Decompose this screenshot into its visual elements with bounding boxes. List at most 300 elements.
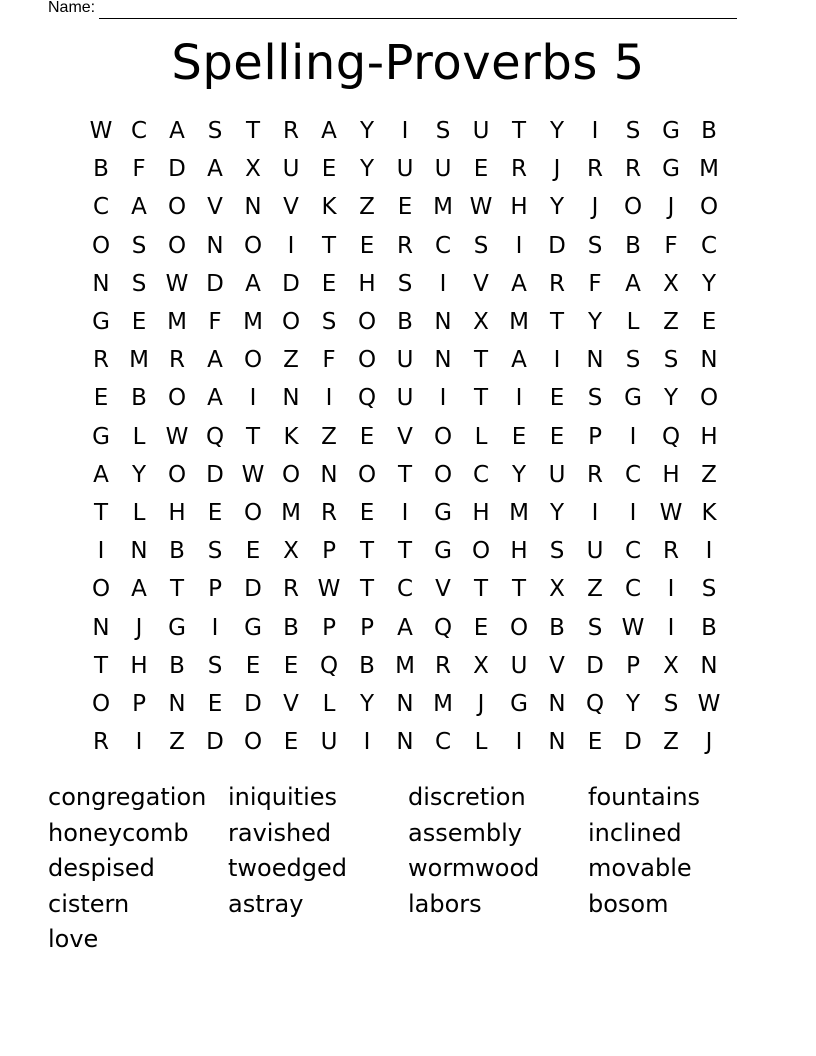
grid-letter: V — [435, 576, 451, 603]
grid-letter: I — [249, 385, 257, 412]
grid-letter: W — [621, 614, 645, 641]
grid-letter: S — [701, 576, 717, 603]
grid-letter: M — [433, 690, 453, 717]
grid-letter: Y — [701, 270, 717, 297]
grid-letter: S — [549, 538, 565, 565]
grid-letter: Z — [587, 576, 603, 603]
grid-letter: L — [322, 690, 336, 717]
grid-letter: B — [131, 385, 147, 412]
grid-letter: X — [245, 156, 261, 183]
grid-letter: Z — [663, 309, 679, 336]
grid-letter: T — [245, 118, 261, 145]
grid-letter: A — [397, 614, 413, 641]
grid-row — [82, 227, 728, 265]
grid-letter: R — [587, 156, 603, 183]
grid-letter: S — [207, 538, 223, 565]
grid-letter: T — [245, 423, 261, 450]
grid-letter: E — [397, 194, 413, 221]
grid-letter: P — [588, 423, 602, 450]
word-list-item: discretion — [408, 783, 526, 811]
grid-letter: E — [359, 232, 375, 259]
grid-row — [82, 532, 728, 570]
grid-letter: S — [473, 232, 489, 259]
grid-letter: N — [244, 194, 262, 221]
grid-letter: R — [587, 461, 603, 488]
grid-letter: B — [701, 614, 717, 641]
grid-letter: O — [433, 461, 453, 488]
grid-letter: J — [705, 729, 713, 756]
grid-letter: J — [135, 614, 143, 641]
grid-letter: O — [699, 385, 719, 412]
word-list-item: ravished — [228, 818, 332, 847]
grid-letter: I — [401, 118, 409, 145]
grid-letter: A — [245, 270, 261, 297]
grid-letter: P — [132, 690, 146, 717]
grid-letter: E — [245, 538, 261, 565]
grid-letter: E — [587, 729, 603, 756]
grid-letter: P — [208, 576, 222, 603]
grid-letter: X — [663, 270, 679, 297]
grid-letter: N — [700, 347, 718, 374]
grid-letter: F — [588, 270, 602, 297]
grid-letter: V — [283, 194, 299, 221]
grid-letter: V — [207, 194, 223, 221]
grid-letter: G — [624, 385, 642, 412]
grid-letter: Y — [549, 118, 565, 145]
grid-letter: D — [168, 156, 186, 183]
grid-letter: N — [130, 538, 148, 565]
grid-letter: T — [473, 385, 489, 412]
grid-letter: E — [207, 499, 223, 526]
grid-row — [82, 723, 728, 761]
grid-letter: I — [515, 232, 523, 259]
grid-letter: I — [667, 614, 675, 641]
grid-letter: X — [283, 538, 299, 565]
grid-letter: A — [131, 576, 147, 603]
grid-letter: B — [701, 118, 717, 145]
word-list-item: bosom — [588, 889, 669, 918]
grid-letter: J — [553, 156, 561, 183]
grid-letter: T — [93, 652, 109, 679]
grid-letter: N — [320, 461, 338, 488]
grid-letter: T — [397, 538, 413, 565]
grid-letter: S — [435, 118, 451, 145]
grid-letter: K — [321, 194, 337, 221]
grid-letter: A — [625, 270, 641, 297]
grid-letter: C — [624, 461, 642, 488]
grid-letter: F — [132, 156, 146, 183]
grid-letter: L — [474, 423, 488, 450]
grid-letter: P — [360, 614, 374, 641]
grid-letter: G — [434, 499, 452, 526]
grid-letter: X — [473, 309, 489, 336]
page-title: Spelling-Proverbs 5 — [171, 35, 645, 91]
grid-letter: Y — [359, 118, 375, 145]
grid-letter: B — [397, 309, 413, 336]
grid-letter: E — [701, 309, 717, 336]
grid-letter: A — [511, 347, 527, 374]
grid-letter: O — [91, 232, 111, 259]
grid-letter: I — [591, 118, 599, 145]
grid-letter: J — [591, 194, 599, 221]
grid-letter: G — [168, 614, 186, 641]
grid-letter: G — [662, 118, 680, 145]
grid-letter: Q — [357, 385, 377, 412]
grid-row — [82, 456, 728, 494]
grid-letter: E — [549, 385, 565, 412]
grid-letter: Y — [549, 499, 565, 526]
grid-letter: M — [395, 652, 415, 679]
grid-letter: O — [509, 614, 529, 641]
name-label: Name: — [48, 0, 96, 16]
grid-letter: S — [587, 385, 603, 412]
grid-letter: Q — [433, 614, 453, 641]
grid-letter: T — [473, 576, 489, 603]
grid-letter: F — [322, 347, 336, 374]
grid-letter: T — [511, 118, 527, 145]
grid-letter: L — [132, 499, 146, 526]
grid-letter: N — [92, 270, 110, 297]
grid-letter: U — [282, 156, 300, 183]
grid-letter: Q — [319, 652, 339, 679]
grid-letter: S — [207, 118, 223, 145]
grid-letter: M — [281, 499, 301, 526]
word-list-item: inclined — [588, 818, 682, 847]
grid-letter: I — [515, 385, 523, 412]
grid-letter: H — [358, 270, 376, 297]
grid-letter: S — [663, 347, 679, 374]
grid-letter: N — [396, 690, 414, 717]
grid-letter: M — [243, 309, 263, 336]
grid-letter: O — [281, 309, 301, 336]
grid-row — [82, 265, 728, 303]
grid-letter: A — [511, 270, 527, 297]
grid-letter: O — [357, 309, 377, 336]
grid-letter: N — [434, 309, 452, 336]
grid-letter: J — [667, 194, 675, 221]
grid-letter: D — [206, 729, 224, 756]
grid-letter: I — [705, 538, 713, 565]
grid-letter: U — [396, 156, 414, 183]
grid-letter: W — [697, 690, 721, 717]
grid-letter: N — [206, 232, 224, 259]
grid-letter: E — [321, 156, 337, 183]
grid-letter: D — [244, 690, 262, 717]
grid-letter: M — [433, 194, 453, 221]
grid-letter: S — [587, 614, 603, 641]
grid-row — [82, 494, 728, 532]
grid-letter: E — [93, 385, 109, 412]
grid-letter: S — [131, 232, 147, 259]
grid-letter: H — [130, 652, 148, 679]
grid-row — [82, 112, 728, 150]
grid-letter: S — [397, 270, 413, 297]
grid-letter: C — [396, 576, 414, 603]
grid-letter: T — [549, 309, 565, 336]
grid-letter: H — [510, 194, 528, 221]
word-list-item: astray — [228, 889, 304, 918]
grid-letter: O — [167, 385, 187, 412]
grid-letter: W — [165, 423, 189, 450]
grid-letter: I — [325, 385, 333, 412]
grid-letter: O — [699, 194, 719, 221]
grid-letter: R — [511, 156, 527, 183]
grid-row — [82, 608, 728, 646]
grid-letter: O — [243, 499, 263, 526]
grid-letter: C — [434, 729, 452, 756]
grid-letter: U — [320, 729, 338, 756]
grid-letter: E — [549, 423, 565, 450]
grid-letter: O — [357, 461, 377, 488]
grid-letter: N — [168, 690, 186, 717]
word-list-item: labors — [408, 889, 482, 918]
grid-letter: R — [321, 499, 337, 526]
grid-letter: N — [548, 690, 566, 717]
grid-letter: E — [511, 423, 527, 450]
word-list-item: cistern — [48, 889, 130, 918]
grid-letter: W — [165, 270, 189, 297]
grid-letter: C — [472, 461, 490, 488]
grid-letter: O — [433, 423, 453, 450]
grid-letter: E — [359, 423, 375, 450]
grid-letter: Z — [169, 729, 185, 756]
grid-letter: H — [662, 461, 680, 488]
grid-letter: M — [129, 347, 149, 374]
grid-letter: Z — [663, 729, 679, 756]
grid-letter: I — [211, 614, 219, 641]
grid-letter: C — [130, 118, 148, 145]
grid-letter: O — [243, 347, 263, 374]
grid-row — [82, 150, 728, 188]
grid-letter: O — [281, 461, 301, 488]
grid-letter: N — [586, 347, 604, 374]
grid-letter: R — [435, 652, 451, 679]
grid-letter: Y — [549, 194, 565, 221]
grid-letter: O — [471, 538, 491, 565]
grid-letter: W — [89, 118, 113, 145]
grid-letter: U — [434, 156, 452, 183]
grid-letter: O — [167, 461, 187, 488]
grid-letter: T — [321, 232, 337, 259]
grid-letter: S — [587, 232, 603, 259]
grid-letter: X — [473, 652, 489, 679]
grid-letter: A — [207, 347, 223, 374]
grid-letter: E — [131, 309, 147, 336]
grid-letter: N — [700, 652, 718, 679]
grid-letter: G — [92, 309, 110, 336]
grid-letter: G — [92, 423, 110, 450]
grid-letter: E — [321, 270, 337, 297]
grid-letter: Y — [131, 461, 147, 488]
grid-letter: D — [244, 576, 262, 603]
grid-letter: B — [93, 156, 109, 183]
grid-letter: W — [317, 576, 341, 603]
grid-letter: R — [663, 538, 679, 565]
grid-letter: T — [359, 576, 375, 603]
grid-row — [82, 418, 728, 456]
grid-letter: B — [283, 614, 299, 641]
grid-letter: R — [283, 118, 299, 145]
grid-letter: W — [241, 461, 265, 488]
grid-letter: G — [434, 538, 452, 565]
grid-letter: N — [92, 614, 110, 641]
word-list-item: iniquities — [228, 783, 338, 811]
grid-letter: U — [472, 118, 490, 145]
word-list-item: twoedged — [228, 854, 347, 882]
grid-letter: I — [591, 499, 599, 526]
grid-letter: R — [283, 576, 299, 603]
grid-letter: T — [473, 347, 489, 374]
grid-letter: V — [549, 652, 565, 679]
grid-letter: F — [208, 309, 222, 336]
grid-row — [82, 303, 728, 341]
grid-letter: L — [626, 309, 640, 336]
grid-letter: T — [359, 538, 375, 565]
grid-letter: H — [168, 499, 186, 526]
grid-letter: M — [509, 499, 529, 526]
word-search-grid — [82, 112, 728, 761]
grid-letter: E — [473, 614, 489, 641]
grid-letter: I — [135, 729, 143, 756]
grid-letter: C — [92, 194, 110, 221]
word-list-item: assembly — [408, 818, 522, 847]
word-list-item: fountains — [588, 783, 701, 811]
grid-letter: I — [667, 576, 675, 603]
grid-letter: V — [283, 690, 299, 717]
grid-letter: E — [207, 690, 223, 717]
grid-letter: B — [549, 614, 565, 641]
grid-letter: B — [169, 652, 185, 679]
grid-letter: S — [625, 347, 641, 374]
grid-letter: O — [623, 194, 643, 221]
grid-letter: T — [93, 499, 109, 526]
word-list-item: despised — [48, 854, 155, 882]
grid-letter: A — [207, 156, 223, 183]
grid-letter: D — [282, 270, 300, 297]
grid-letter: Q — [585, 690, 605, 717]
grid-letter: N — [282, 385, 300, 412]
grid-letter: D — [206, 461, 224, 488]
grid-letter: B — [359, 652, 375, 679]
grid-letter: E — [283, 729, 299, 756]
grid-letter: I — [287, 232, 295, 259]
grid-letter: O — [91, 690, 111, 717]
grid-letter: I — [363, 729, 371, 756]
grid-letter: V — [473, 270, 489, 297]
grid-letter: H — [510, 538, 528, 565]
grid-letter: E — [359, 499, 375, 526]
grid-letter: K — [283, 423, 299, 450]
grid-letter: T — [511, 576, 527, 603]
grid-letter: L — [474, 729, 488, 756]
grid-letter: U — [586, 538, 604, 565]
grid-letter: M — [509, 309, 529, 336]
grid-letter: H — [700, 423, 718, 450]
grid-letter: C — [434, 232, 452, 259]
grid-letter: X — [663, 652, 679, 679]
word-list — [48, 780, 768, 958]
grid-letter: S — [207, 652, 223, 679]
grid-letter: O — [167, 194, 187, 221]
grid-letter: B — [169, 538, 185, 565]
grid-letter: R — [93, 729, 109, 756]
grid-letter: R — [625, 156, 641, 183]
grid-letter: O — [243, 729, 263, 756]
grid-letter: I — [97, 538, 105, 565]
word-list-item: wormwood — [408, 854, 540, 882]
grid-letter: G — [244, 614, 262, 641]
grid-letter: X — [549, 576, 565, 603]
grid-letter: F — [664, 232, 678, 259]
grid-letter: S — [131, 270, 147, 297]
grid-row — [82, 379, 728, 417]
grid-letter: I — [439, 385, 447, 412]
grid-row — [82, 570, 728, 608]
grid-letter: Z — [359, 194, 375, 221]
name-field — [48, 0, 737, 19]
grid-letter: E — [283, 652, 299, 679]
grid-row — [82, 341, 728, 379]
grid-letter: U — [396, 385, 414, 412]
grid-letter: O — [357, 347, 377, 374]
grid-letter: O — [167, 232, 187, 259]
grid-letter: D — [586, 652, 604, 679]
grid-letter: W — [659, 499, 683, 526]
name-blank-line[interactable] — [99, 2, 737, 19]
grid-letter: I — [553, 347, 561, 374]
grid-letter: P — [322, 538, 336, 565]
grid-letter: S — [625, 118, 641, 145]
grid-letter: Y — [663, 385, 679, 412]
grid-letter: G — [510, 690, 528, 717]
grid-letter: Z — [701, 461, 717, 488]
grid-letter: Y — [359, 156, 375, 183]
grid-letter: C — [700, 232, 718, 259]
grid-letter: H — [472, 499, 490, 526]
grid-row — [82, 685, 728, 723]
word-list-item: love — [48, 925, 99, 953]
grid-letter: K — [701, 499, 717, 526]
grid-letter: N — [396, 729, 414, 756]
grid-letter: T — [397, 461, 413, 488]
grid-row — [82, 188, 728, 226]
grid-letter: E — [473, 156, 489, 183]
grid-letter: Y — [511, 461, 527, 488]
grid-letter: I — [515, 729, 523, 756]
grid-letter: I — [439, 270, 447, 297]
grid-letter: Y — [625, 690, 641, 717]
grid-letter: O — [91, 576, 111, 603]
grid-letter: N — [434, 347, 452, 374]
grid-letter: N — [548, 729, 566, 756]
grid-row — [82, 647, 728, 685]
grid-letter: I — [629, 499, 637, 526]
grid-letter: E — [245, 652, 261, 679]
grid-letter: D — [548, 232, 566, 259]
grid-letter: Y — [587, 309, 603, 336]
grid-letter: S — [663, 690, 679, 717]
grid-letter: A — [131, 194, 147, 221]
grid-letter: Q — [661, 423, 681, 450]
grid-letter: U — [548, 461, 566, 488]
grid-letter: L — [132, 423, 146, 450]
grid-letter: Z — [283, 347, 299, 374]
grid-letter: J — [477, 690, 485, 717]
grid-letter: G — [662, 156, 680, 183]
grid-letter: C — [624, 538, 642, 565]
grid-letter: Y — [359, 690, 375, 717]
grid-letter: C — [624, 576, 642, 603]
